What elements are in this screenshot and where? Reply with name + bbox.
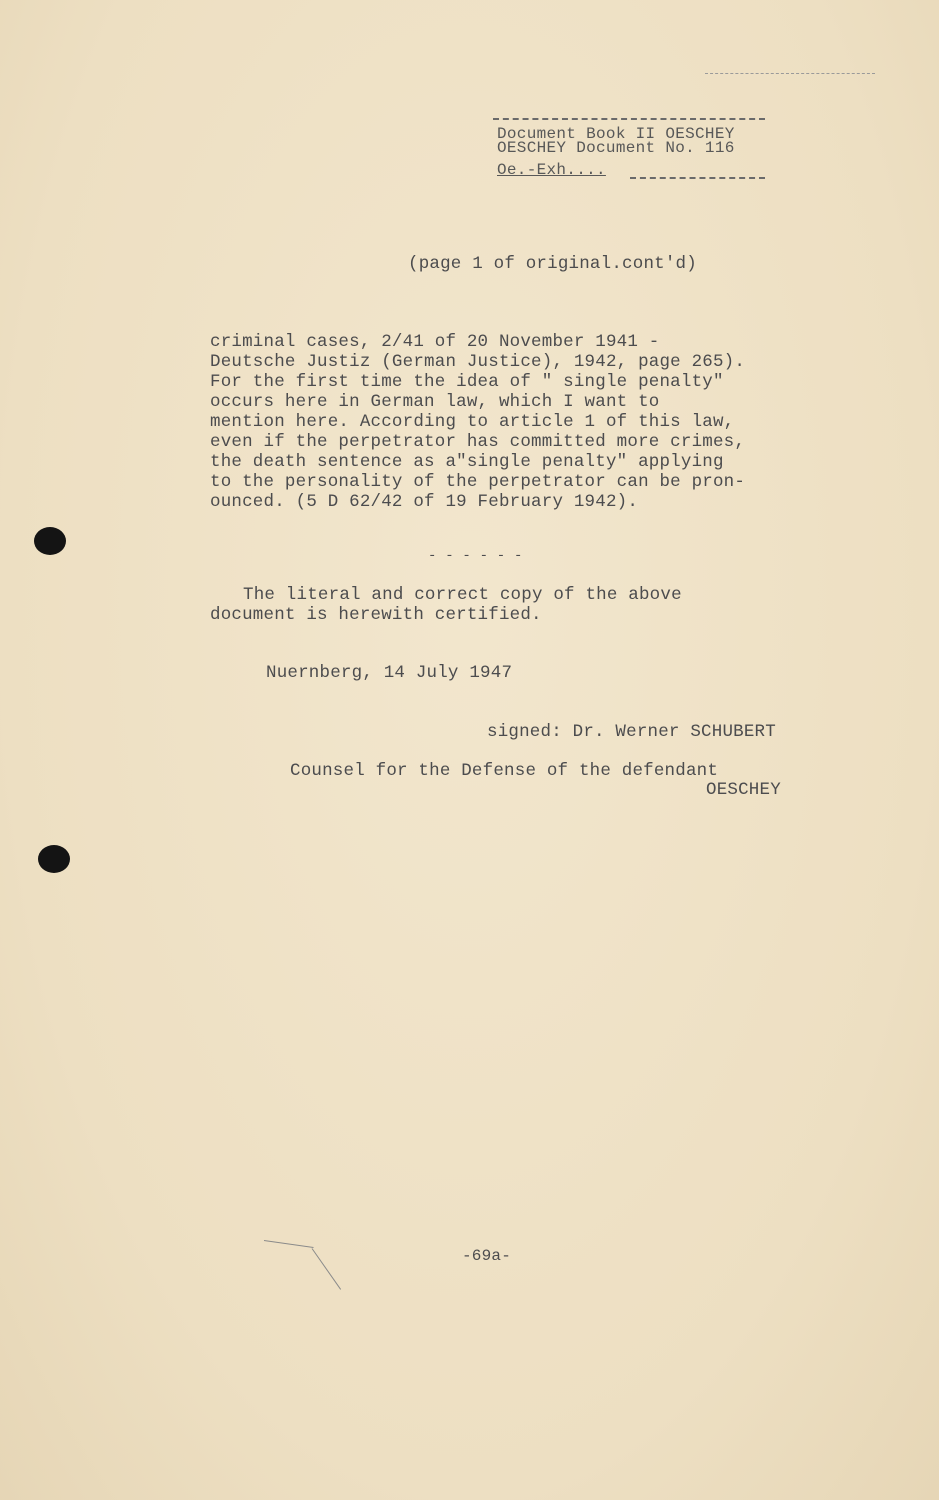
certification-line-2: document is herewith certified. [210,605,542,625]
header-top-rule [493,118,765,120]
punch-hole-lower [38,845,70,873]
body-line: For the first time the idea of " single penalty" [210,372,724,392]
header-bottom-rule [630,177,765,179]
stray-pencil-mark [705,73,875,74]
counsel-line-1: Counsel for the Defense of the defendant [290,761,719,781]
body-paragraph [210,332,810,512]
signature-line: signed: Dr. Werner SCHUBERT [487,722,776,742]
stray-pencil-mark [264,1240,314,1248]
punch-hole-upper [34,527,66,555]
body-line: Deutsche Justiz (German Justice), 1942, page 265). [210,352,746,372]
stray-pencil-mark [312,1248,341,1290]
counsel-line-2: OESCHEY [706,780,781,800]
certification-line-1: The literal and correct copy of the above [243,585,682,605]
body-line: the death sentence as a"single penalty" applying [210,452,724,472]
page-number: -69a- [462,1247,512,1265]
header-document-book: Document Book II OESCHEY [497,125,735,143]
body-line: occurs here in German law, which I want to [210,392,660,412]
body-line: even if the perpetrator has committed more crimes, [210,432,746,452]
continuation-note: (page 1 of original.cont'd) [408,254,697,274]
place-date: Nuernberg, 14 July 1947 [266,663,513,683]
body-line: mention here. According to article 1 of this law, [210,412,735,432]
body-line: to the personality of the perpetrator can be pron- [210,472,746,492]
header-document-number: OESCHEY Document No. 116 [497,139,735,157]
section-separator: - - - - - - [428,548,523,564]
body-line: ounced. (5 D 62/42 of 19 February 1942). [210,492,639,512]
header-exhibit: Oe.-Exh.... [497,161,606,179]
body-line: criminal cases, 2/41 of 20 November 1941 - [210,332,660,352]
